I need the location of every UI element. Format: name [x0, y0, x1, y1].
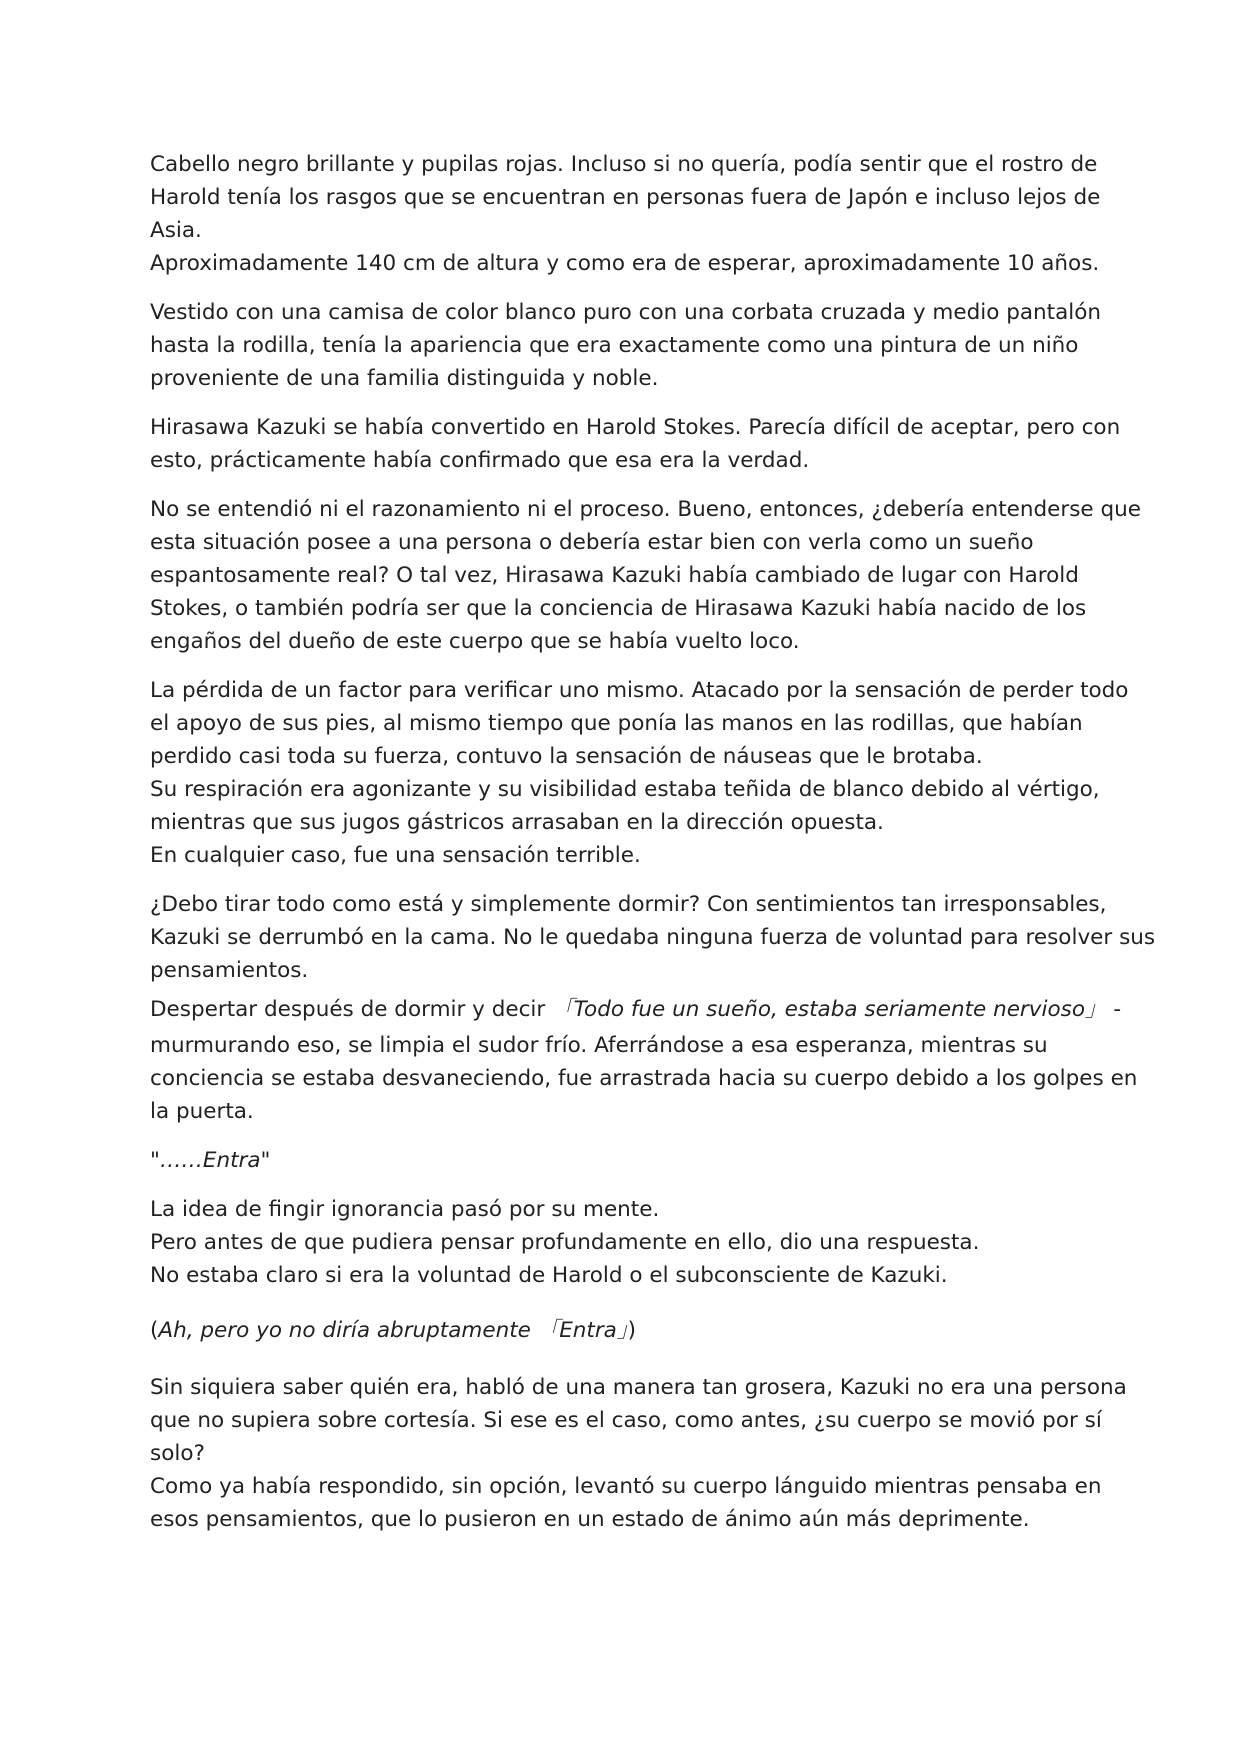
text-line: Pero antes de que pudiera pensar profundamente en ello, dio una respuesta. [150, 1230, 980, 1255]
text-line: La pérdida de un factor para verificar uno mismo. Atacado por la sensación de perder todo [150, 678, 1129, 703]
text-line: la puerta. [150, 1099, 254, 1124]
text-fragment: Despertar después de dormir y decir [150, 997, 553, 1022]
text-line: que no supiera sobre cortesía. Si ese es el caso, como antes, ¿su cuerpo se movió por sí [150, 1408, 1102, 1433]
text-line: engaños del dueño de este cuerpo que se había vuelto loco. [150, 629, 800, 654]
paragraph-2 [150, 296, 1100, 395]
text-line: Kazuki se derrumbó en la cama. No le quedaba ninguna fuerza de voluntad para resolver sus [150, 925, 1156, 950]
text-line: espantosamente real? O tal vez, Hirasawa Kazuki había cambiado de lugar con Harold [150, 563, 1079, 588]
text-line: Harold tenía los rasgos que se encuentran en personas fuera de Japón e incluso lejos de [150, 185, 1101, 210]
paragraph-3 [150, 411, 1121, 477]
inner-thought [150, 1314, 1100, 1347]
dialogue-speech: ……Entra [159, 1148, 261, 1173]
quoted-speech: 「Todo fue un sueño, estaba seriamente nervioso」 [552, 997, 1107, 1022]
text-line: pensamientos. [150, 958, 309, 983]
text-line: La idea de fingir ignorancia pasó por su mente. [150, 1197, 660, 1222]
text-line: Como ya había respondido, sin opción, levantó su cuerpo lánguido mientras pensaba en [150, 1474, 1102, 1499]
paragraph-6 [150, 888, 1156, 987]
text-line: Hirasawa Kazuki se había convertido en Harold Stokes. Parecía difícil de aceptar, pero con [150, 415, 1121, 440]
text-line: No estaba claro si era la voluntad de Harold o el subconsciente de Kazuki. [150, 1263, 948, 1288]
paragraph-9 [150, 1371, 1127, 1536]
paren: ( [150, 1318, 159, 1343]
paragraph-5 [150, 674, 1129, 872]
text-line: ¿Debo tirar todo como está y simplemente dormir? Con sentimientos tan irresponsables, [150, 892, 1107, 917]
dialogue-text [150, 1144, 1100, 1177]
thought-speech: Ah, pero yo no diría abruptamente 「Entra」 [158, 1318, 628, 1343]
text-line: solo? [150, 1441, 205, 1466]
text-line: murmurando eso, se limpia el sudor frío. Aferrándose a esa esperanza, mientras su [150, 1033, 1048, 1058]
quote-mark: " [260, 1148, 271, 1173]
text-line: Su respiración era agonizante y su visibilidad estaba teñida de blanco debido al vértigo, [150, 777, 1100, 802]
text-line: mientras que sus jugos gástricos arrasaban en la dirección opuesta. [150, 810, 884, 835]
text-line: esta situación posee a una persona o debería estar bien con verla como un sueño [150, 530, 1034, 555]
text-line: hasta la rodilla, tenía la apariencia que era exactamente como una pintura de un niño [150, 333, 1079, 358]
text-line: Stokes, o también podría ser que la conciencia de Hirasawa Kazuki había nacido de los [150, 596, 1087, 621]
text-line: proveniente de una familia distinguida y noble. [150, 366, 659, 391]
text-line: perdido casi toda su fuerza, contuvo la sensación de náuseas que le brotaba. [150, 744, 983, 769]
paragraph-4 [150, 493, 1141, 658]
text-line: Sin siquiera saber quién era, habló de una manera tan grosera, Kazuki no era una persona [150, 1375, 1127, 1400]
text-line: conciencia se estaba desvaneciendo, fue arrastrada hacia su cuerpo debido a los golpes en [150, 1066, 1138, 1091]
quote-mark: " [150, 1148, 160, 1173]
text-fragment: - [1106, 997, 1122, 1022]
text-line: esos pensamientos, que lo pusieron en un estado de ánimo aún más deprimente. [150, 1507, 1030, 1532]
text-line: Aproximadamente 140 cm de altura y como era de esperar, aproximadamente 10 años. [150, 251, 1100, 276]
text-line: En cualquier caso, fue una sensación terrible. [150, 843, 641, 868]
text-line: esto, prácticamente había confirmado que esa era la verdad. [150, 448, 810, 473]
paragraph-1 [150, 148, 1100, 280]
document-page [150, 148, 1156, 1552]
text-line: el apoyo de sus pies, al mismo tiempo que ponía las manos en las rodillas, que habían [150, 711, 1083, 736]
thought-text [150, 1314, 1100, 1347]
paragraph-8 [150, 1193, 1100, 1292]
text-line: No se entendió ni el razonamiento ni el proceso. Bueno, entonces, ¿debería entenderse que [150, 497, 1141, 522]
text-line: Asia. [150, 218, 202, 243]
text-line: Cabello negro brillante y pupilas rojas. Incluso si no quería, podía sentir que el rostro de [150, 152, 1098, 177]
text-line-with-quote [150, 993, 1122, 1026]
text-line: Vestido con una camisa de color blanco puro con una corbata cruzada y medio pantalón [150, 300, 1101, 325]
paren: ) [627, 1318, 636, 1343]
dialogue-line [150, 1144, 1100, 1177]
paragraph-7 [150, 993, 1138, 1128]
